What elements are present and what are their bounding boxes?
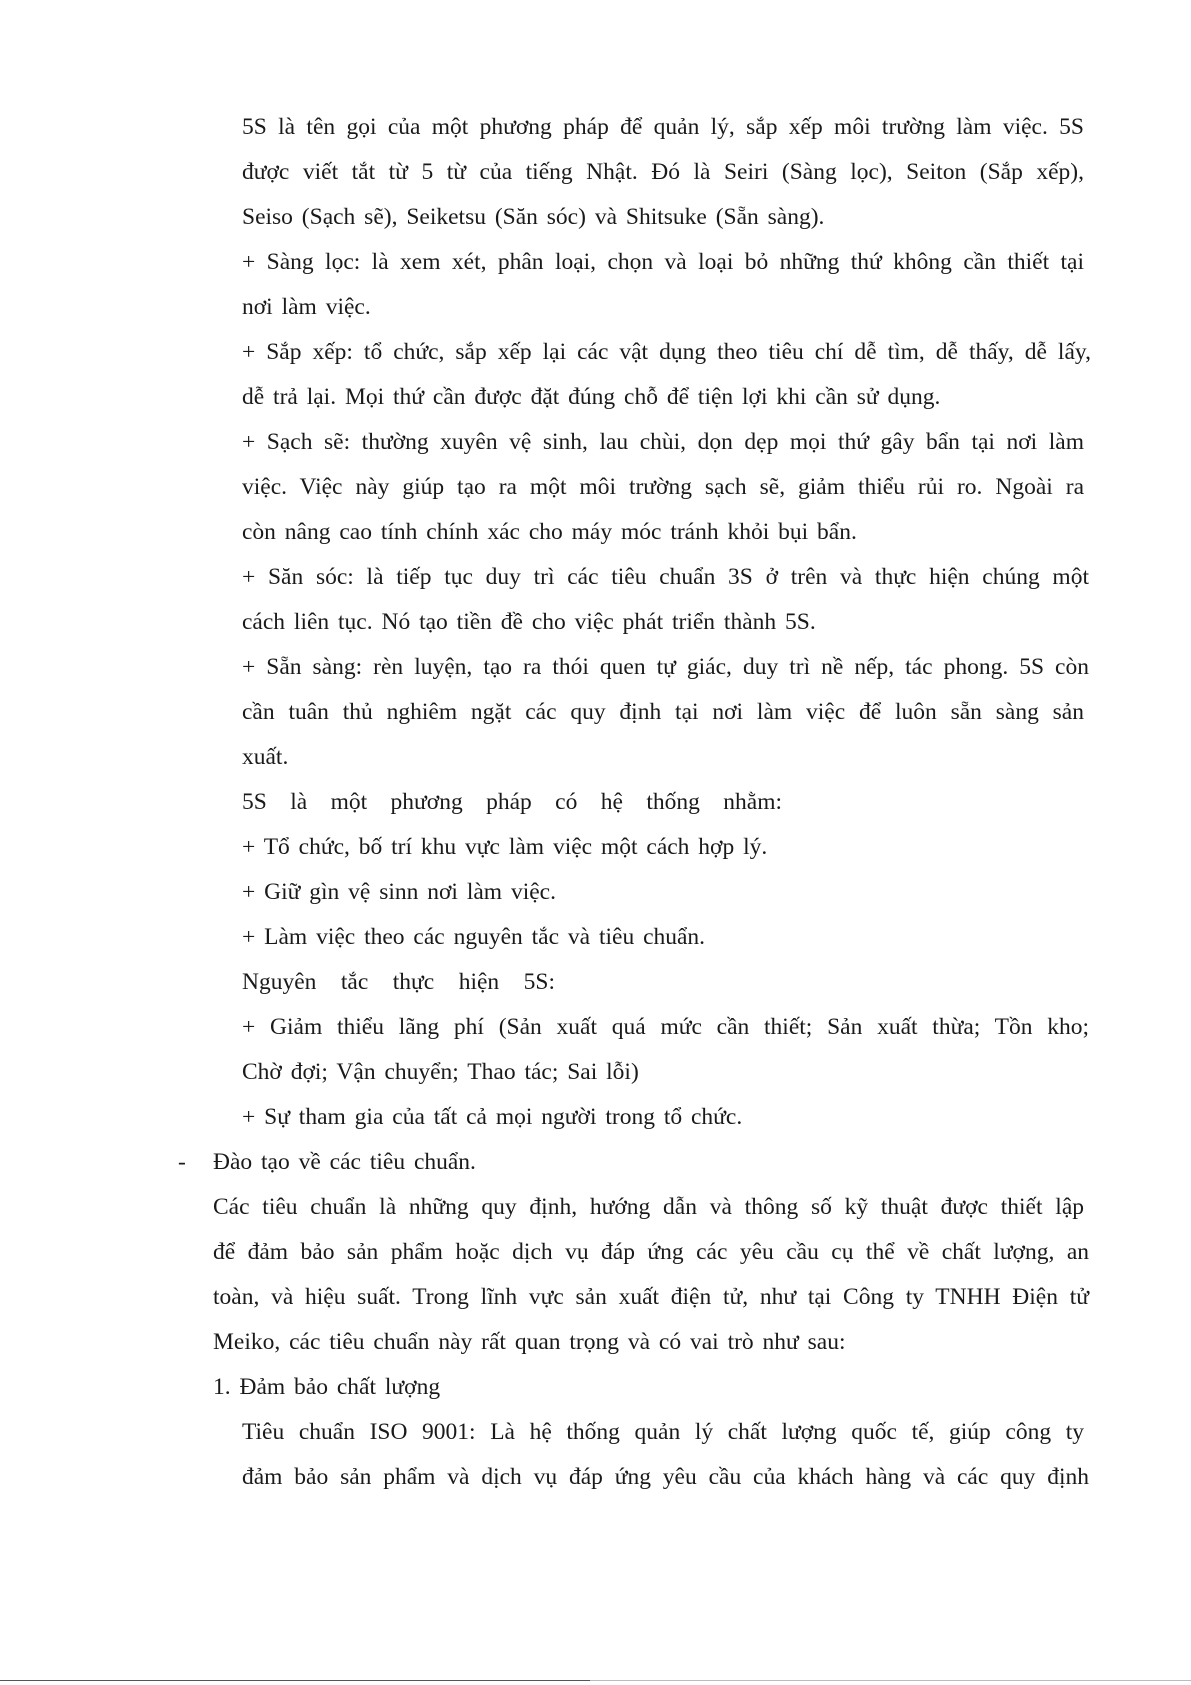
list-item-line: + Sẵn sàng: rèn luyện, tạo ra thói quen tự giác, duy trì nề nếp, tác phong. 5S còn	[242, 654, 1089, 680]
list-item-line: + Săn sóc: là tiếp tục duy trì các tiêu chuẩn 3S ở trên và thực hiện chúng một	[242, 564, 1089, 590]
list-item-line: còn nâng cao tính chính xác cho máy móc tránh khỏi bụi bẩn.	[242, 519, 857, 545]
bullet-item-line: đảm bảo sản phẩm và dịch vụ đáp ứng yêu cầu của khách hàng và các quy định	[242, 1464, 1089, 1490]
list-item-line: + Tổ chức, bố trí khu vực làm việc một cách hợp lý.	[242, 834, 768, 860]
section-heading: Đào tạo về các tiêu chuẩn.	[213, 1149, 476, 1175]
paragraph-line: 5S là một phương pháp có hệ thống nhằm:	[242, 789, 782, 815]
paragraph-line: được viết tắt từ 5 từ của tiếng Nhật. Đó là Seiri (Sàng lọc), Seiton (Sắp xếp),	[242, 159, 1084, 185]
list-item-line: + Sự tham gia của tất cả mọi người trong tổ chức.	[242, 1104, 743, 1130]
paragraph-line: Nguyên tắc thực hiện 5S:	[242, 969, 555, 995]
list-item-line: nơi làm việc.	[242, 294, 371, 320]
list-item-line: + Sạch sẽ: thường xuyên vệ sinh, lau chùi, dọn dẹp mọi thứ gây bẩn tại nơi làm	[242, 429, 1084, 455]
list-item-line: + Sàng lọc: là xem xét, phân loại, chọn và loại bỏ những thứ không cần thiết tại	[242, 249, 1084, 275]
list-item-line: cách liên tục. Nó tạo tiền đề cho việc phát triển thành 5S.	[242, 609, 816, 635]
list-item-line: dễ trả lại. Mọi thứ cần được đặt đúng chỗ để tiện lợi khi cần sử dụng.	[242, 384, 941, 410]
list-item-line: + Làm việc theo các nguyên tắc và tiêu chuẩn.	[242, 924, 706, 950]
paragraph-line: Seiso (Sạch sẽ), Seiketsu (Săn sóc) và Shitsuke (Sẵn sàng).	[242, 204, 825, 230]
footer-divider-light	[590, 1680, 1191, 1681]
list-item-line: việc. Việc này giúp tạo ra một môi trường sạch sẽ, giảm thiểu rủi ro. Ngoài ra	[242, 474, 1084, 500]
list-item-line: Chờ đợi; Vận chuyển; Thao tác; Sai lỗi)	[242, 1059, 639, 1085]
paragraph-line: toàn, và hiệu suất. Trong lĩnh vực sản xuất điện tử, như tại Công ty TNHH Điện tử	[213, 1284, 1089, 1310]
list-item-line: + Giảm thiểu lãng phí (Sản xuất quá mức cần thiết; Sản xuất thừa; Tồn kho;	[242, 1014, 1089, 1040]
paragraph-line: Meiko, các tiêu chuẩn này rất quan trọng và có vai trò như sau:	[213, 1329, 846, 1355]
list-item-line: xuất.	[242, 744, 289, 770]
list-item-line: cần tuân thủ nghiêm ngặt các quy định tại nơi làm việc để luôn sẵn sàng sản	[242, 699, 1084, 725]
list-item-line: + Sắp xếp: tổ chức, sắp xếp lại các vật dụng theo tiêu chí dễ tìm, dễ thấy, dễ lấy,	[242, 339, 1091, 365]
dash-list-marker: -	[178, 1149, 186, 1175]
paragraph-line: Các tiêu chuẩn là những quy định, hướng dẫn và thông số kỹ thuật được thiết lập	[213, 1194, 1084, 1220]
list-item-line: + Giữ gìn vệ sinn nơi làm việc.	[242, 879, 556, 905]
paragraph-line: 5S là tên gọi của một phương pháp để quản lý, sắp xếp môi trường làm việc. 5S	[242, 114, 1084, 140]
paragraph-line: để đảm bảo sản phẩm hoặc dịch vụ đáp ứng các yêu cầu cụ thể về chất lượng, an	[213, 1239, 1089, 1265]
numbered-heading: 1. Đảm bảo chất lượng	[213, 1374, 441, 1400]
bullet-item-line: Tiêu chuẩn ISO 9001: Là hệ thống quản lý chất lượng quốc tế, giúp công ty	[242, 1419, 1084, 1445]
